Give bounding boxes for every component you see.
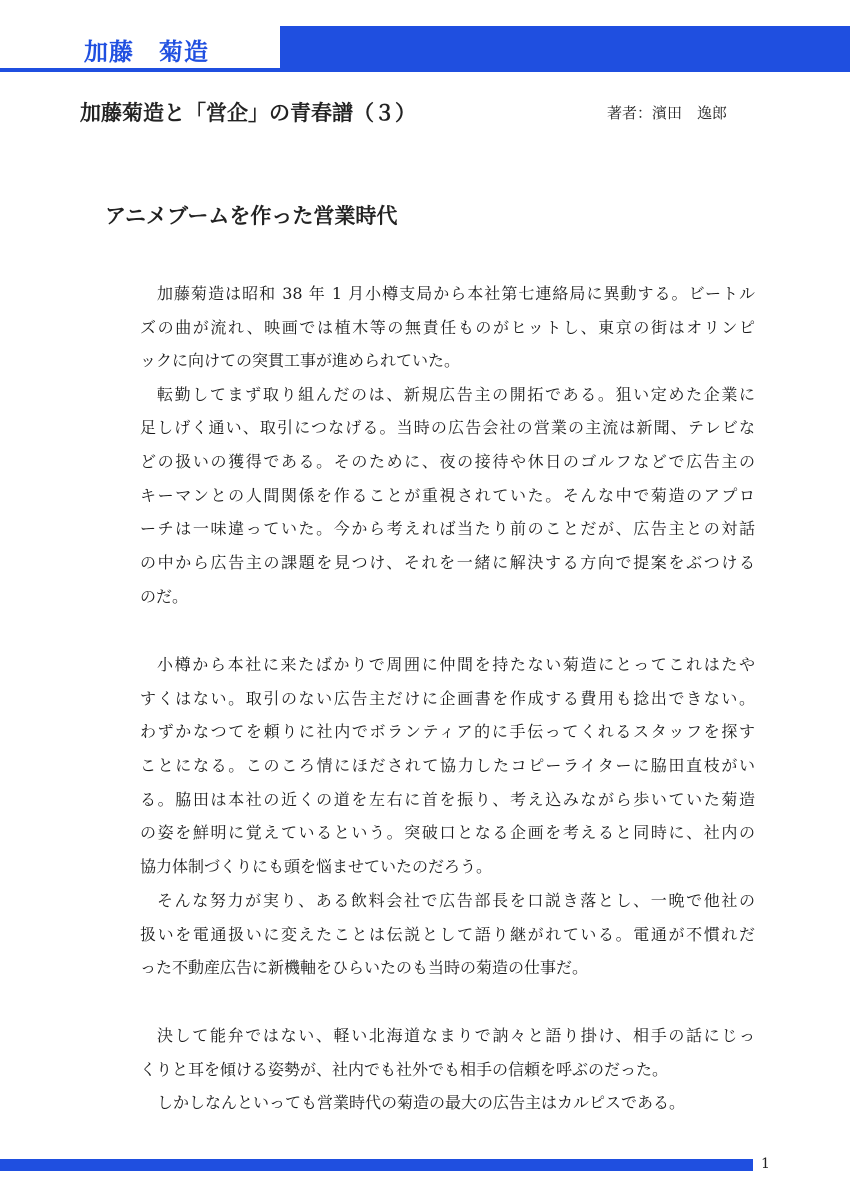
body-line: ことになる。このころ情にほだされて協力したコピーライターに脇田直枝がい bbox=[140, 756, 755, 775]
body-line: 小樽から本社に来たばかりで周囲に仲間を持たない菊造にとってこれはたや bbox=[157, 655, 755, 674]
body-line: ーチは一味違っていた。今から考えれば当たり前のことだが、広告主との対話 bbox=[140, 519, 755, 538]
body-line: る。脇田は本社の近くの道を左右に首を振り、考え込みながら歩いていた菊造 bbox=[140, 790, 755, 809]
body-line: 扱いを電通扱いに変えたことは伝説として語り継がれている。電通が不慣れだ bbox=[140, 925, 755, 944]
body-line: 転勤してまず取り組んだのは、新規広告主の開拓である。狙い定めた企業に bbox=[157, 385, 755, 404]
body-line: 加藤菊造は昭和 38 年 1 月小樽支局から本社第七連絡局に異動する。ビートル bbox=[157, 284, 755, 303]
body-line: すくはない。取引のない広告主だけに企画書を作成する費用も捻出できない。 bbox=[140, 689, 755, 708]
body-line: どの扱いの獲得である。そのために、夜の接待や休日のゴルフなどで広告主の bbox=[140, 452, 755, 471]
section-heading: アニメブームを作った営業時代 bbox=[105, 203, 398, 228]
body-line: のだ。 bbox=[140, 587, 189, 606]
page-number: 1 bbox=[761, 1156, 770, 1172]
author-credit: 著者：濱田 逸郎 bbox=[607, 104, 728, 122]
body-line: 足しげく通い、取引につなげる。当時の広告会社の営業の主流は新聞、テレビな bbox=[140, 418, 755, 437]
body-line: くりと耳を傾ける姿勢が、社内でも社外でも相手の信頼を呼ぶのだった。 bbox=[140, 1060, 669, 1079]
document-title: 加藤菊造と「営企」の青春譜（３） bbox=[80, 100, 416, 125]
body-line: キーマンとの人間関係を作ることが重視されていた。そんな中で菊造のアプロ bbox=[140, 486, 755, 505]
body-line: 決して能弁ではない、軽い北海道なまりで訥々と語り掛け、相手の話にじっ bbox=[157, 1026, 755, 1045]
body-line: ックに向けての突貫工事が進められていた。 bbox=[140, 351, 461, 370]
header-bar bbox=[0, 26, 850, 72]
body-line: ズの曲が流れ、映画では植木等の無責任ものがヒットし、東京の街はオリンピ bbox=[140, 318, 755, 337]
body-line: った不動産広告に新機軸をひらいたのも当時の菊造の仕事だ。 bbox=[140, 958, 589, 977]
body-line: の姿を鮮明に覚えているという。突破口となる企画を考えると同時に、社内の bbox=[140, 823, 755, 842]
body-line: そんな努力が実り、ある飲料会社で広告部長を口説き落とし、一晩で他社の bbox=[157, 891, 755, 910]
body-line: しかしなんといっても営業時代の菊造の最大の広告主はカルピスである。 bbox=[157, 1093, 686, 1112]
header-author-name: 加藤 菊造 bbox=[84, 37, 209, 66]
header-name-box bbox=[0, 26, 280, 70]
body-line: わずかなつてを頼りに社内でボランティア的に手伝ってくれるスタッフを探す bbox=[140, 722, 755, 741]
body-line: の中から広告主の課題を見つけ、それを一緒に解決する方向で提案をぶつける bbox=[140, 553, 755, 572]
body-line: 協力体制づくりにも頭を悩ませていたのだろう。 bbox=[140, 857, 493, 876]
footer-bar bbox=[0, 1159, 753, 1171]
